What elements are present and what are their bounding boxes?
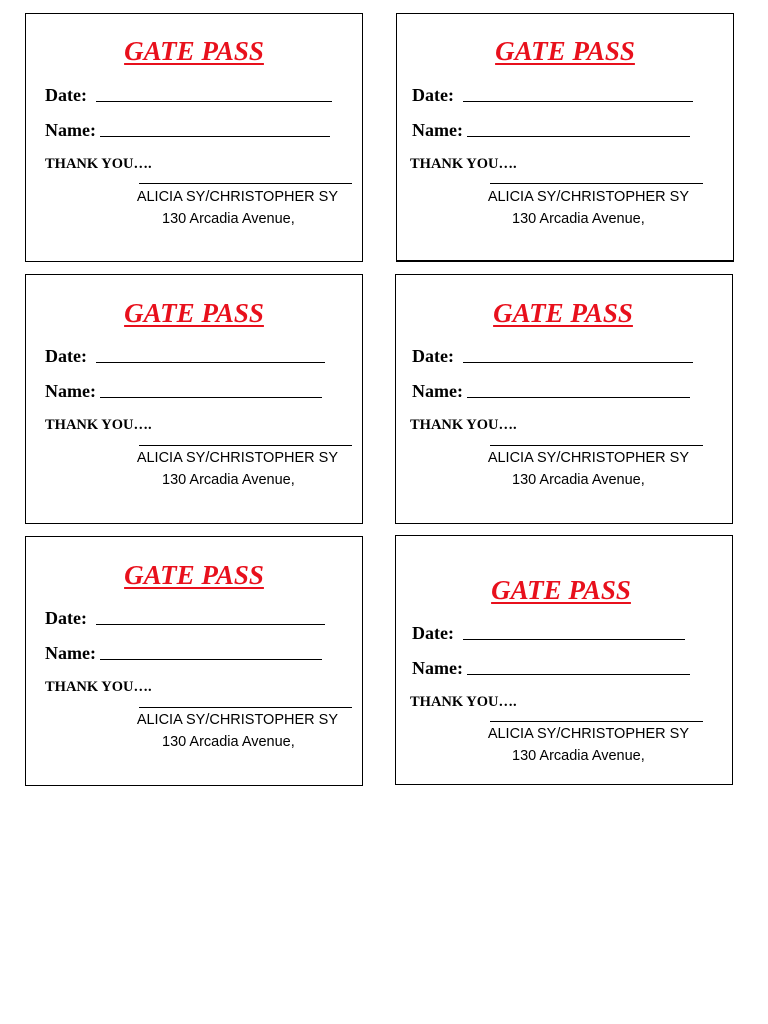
signatory-name: ALICIA SY/CHRISTOPHER SY [487,450,689,466]
name-blank-line[interactable] [467,396,690,398]
name-label: Name: [45,643,96,663]
signature-line [490,183,703,184]
signatory-name: ALICIA SY/CHRISTOPHER SY [487,726,689,742]
signature-line [139,183,352,184]
signatory-name: ALICIA SY/CHRISTOPHER SY [136,189,338,205]
date-field [45,608,325,629]
date-field [412,623,685,644]
gate-pass-card [25,13,363,262]
date-label: Date: [45,346,87,366]
gate-pass-card [25,536,363,786]
name-label: Name: [412,120,463,140]
date-field [412,346,693,367]
name-blank-line[interactable] [100,658,322,660]
name-blank-line[interactable] [100,135,330,137]
name-field [45,643,322,664]
signatory-name: ALICIA SY/CHRISTOPHER SY [136,450,338,466]
name-field [412,381,690,402]
address-text: 130 Arcadia Avenue, [512,472,645,488]
name-field [45,120,330,141]
name-label: Name: [412,381,463,401]
date-label: Date: [412,346,454,366]
gate-pass-card [25,274,363,524]
address-text: 130 Arcadia Avenue, [512,748,645,764]
thank-you-text: THANK YOU…. [410,417,517,433]
name-label: Name: [45,120,96,140]
name-label: Name: [45,381,96,401]
gate-pass-title: GATE PASS [493,298,633,328]
signatory-name: ALICIA SY/CHRISTOPHER SY [487,189,689,205]
date-blank-line[interactable] [463,100,693,102]
gate-pass-card [395,274,733,524]
thank-you-text: THANK YOU…. [45,417,152,433]
signature-line [139,445,352,446]
name-field [412,120,690,141]
name-blank-line[interactable] [467,673,690,675]
date-field [45,346,325,367]
gate-pass-title: GATE PASS [124,36,264,66]
date-blank-line[interactable] [96,623,325,625]
name-blank-line[interactable] [467,135,690,137]
signatory-name: ALICIA SY/CHRISTOPHER SY [136,712,338,728]
signature-line [490,721,703,722]
date-field [45,85,332,106]
gate-pass-title: GATE PASS [495,36,635,66]
thank-you-text: THANK YOU…. [410,156,517,172]
thank-you-text: THANK YOU…. [45,156,152,172]
address-text: 130 Arcadia Avenue, [512,211,645,227]
gate-pass-card [396,13,734,262]
thank-you-text: THANK YOU…. [45,679,152,695]
signature-line [139,707,352,708]
date-label: Date: [412,623,454,643]
gate-pass-title: GATE PASS [491,575,631,605]
address-text: 130 Arcadia Avenue, [162,211,295,227]
signature-line [490,445,703,446]
date-blank-line[interactable] [96,100,332,102]
address-text: 130 Arcadia Avenue, [162,472,295,488]
gate-pass-title: GATE PASS [124,560,264,590]
date-blank-line[interactable] [463,361,693,363]
date-label: Date: [45,608,87,628]
name-field [412,658,690,679]
date-field [412,85,693,106]
address-text: 130 Arcadia Avenue, [162,734,295,750]
date-blank-line[interactable] [463,638,685,640]
name-blank-line[interactable] [100,396,322,398]
name-label: Name: [412,658,463,678]
date-label: Date: [45,85,87,105]
date-blank-line[interactable] [96,361,325,363]
gate-pass-card [395,535,733,785]
name-field [45,381,322,402]
date-label: Date: [412,85,454,105]
gate-pass-title: GATE PASS [124,298,264,328]
thank-you-text: THANK YOU…. [410,694,517,710]
